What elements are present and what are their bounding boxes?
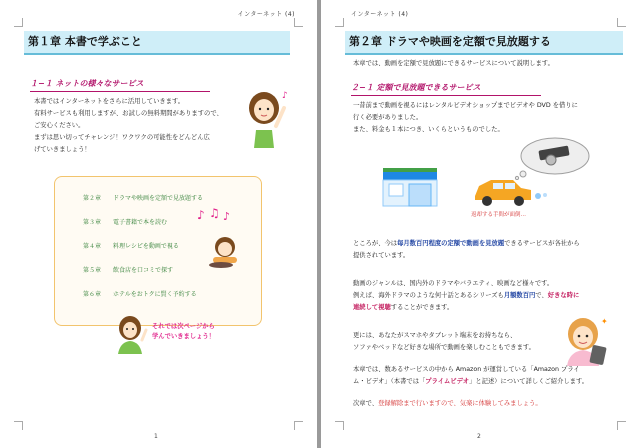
caption-line: 学んでいきましょう！ <box>152 333 215 340</box>
toc-item-ch4[interactable] <box>83 241 179 250</box>
highlight-prime-video: プライムビデオ <box>425 378 470 385</box>
paragraph-line: まずは思い切ってチャレンジ！ワクワクの可能性をどんどん広 <box>34 134 210 141</box>
svg-text:♪: ♪ <box>223 210 231 223</box>
music-notes-icon <box>197 205 237 223</box>
paragraph-rental <box>353 100 628 136</box>
woman-waving-illustration <box>112 314 148 354</box>
toc-label: ドラマや映画を定額で見放題する <box>113 195 204 202</box>
text-span: 例えば、海外ドラマのような何十話とあるシリーズも <box>353 292 504 299</box>
paragraph-line: 有料サービスも利用しますが、お試しの無料期間がありますので、 <box>34 110 223 117</box>
crop-mark <box>335 421 344 430</box>
highlight-binge: 連続して視聴 <box>353 304 391 311</box>
toc-number: 第４章 <box>83 243 102 250</box>
paragraph-line: げていきましょう！ <box>34 146 91 153</box>
text-span: 」と記述）について詳しくご紹介します。 <box>469 378 589 385</box>
toc-item-ch2[interactable] <box>83 193 203 202</box>
text-span: で、 <box>535 292 548 299</box>
right-page <box>321 0 640 448</box>
running-head: インターネット (4) <box>351 11 409 18</box>
paragraph-amazon <box>353 364 628 388</box>
text-span: できるサービスが各社から <box>504 240 580 247</box>
return-hassle-caption: 返却する手間が面倒… <box>471 212 527 218</box>
section-title: ２−１ 定額で見放題できるサービス <box>351 82 541 96</box>
paragraph-line: 本書ではインターネットをさらに活用していきます。 <box>34 98 185 105</box>
highlight-flat-rate: 毎月数百円程度の定額で動画を見放題 <box>397 240 505 247</box>
toc-number: 第６章 <box>83 291 102 298</box>
woman-tablet-illustration <box>559 314 611 366</box>
paragraph-line: ご安心ください。 <box>34 122 85 129</box>
rental-shop-illustration <box>381 168 439 208</box>
crop-mark <box>14 421 23 430</box>
paragraph-line: ソファやベッドなど好きな場所で動画を楽しむこともできます。 <box>353 344 535 351</box>
paragraph-devices <box>353 330 583 354</box>
dvd-thought-bubble <box>513 136 591 180</box>
chapter-title: 第２章 ドラマや映画を定額で見放題する <box>345 31 623 55</box>
left-page <box>0 0 317 448</box>
highlight-monthly: 月額数百円 <box>503 292 536 299</box>
page-number: 1 <box>154 433 158 440</box>
paragraph-line: 本章では、数あるサービスの中から Amazon が運営している「Amazon プライ <box>353 366 580 373</box>
svg-text:♫: ♫ <box>209 206 220 220</box>
paragraph-line: また、料金も１本につき、いくらというものでした。 <box>353 126 504 133</box>
running-head: インターネット (4) <box>237 11 295 18</box>
paragraph-next-chapter <box>353 398 628 410</box>
crop-mark <box>335 18 344 27</box>
crop-mark <box>294 18 303 27</box>
text-span: ム・ビデオ」（本書では「 <box>353 378 426 385</box>
chapter-title: 第１章 本書で学ぶこと <box>24 31 290 55</box>
svg-text:✦: ✦ <box>601 317 608 326</box>
toc-label: 料理レシピを動画で視る <box>113 243 179 250</box>
highlight-cancel: 登録解除まで行いますので、気楽に体験してみましょう。 <box>378 400 542 407</box>
crop-mark <box>294 421 303 430</box>
toc-label: ホテルをおトクに賢く予約する <box>113 291 197 298</box>
text-span: 次章で、 <box>353 400 379 407</box>
exhaust-icon <box>533 190 551 202</box>
toc-item-ch5[interactable] <box>83 265 173 274</box>
chapter-intro: 本章では、動画を定額で見放題にできるサービスについて説明します。 <box>353 60 554 67</box>
toc-label: 電子書籍で本を読む <box>113 219 168 226</box>
chapter-list-box <box>54 176 262 326</box>
intro-paragraph <box>34 96 244 156</box>
page-number: 2 <box>477 433 481 440</box>
woman-pointing-illustration <box>240 86 290 150</box>
toc-item-ch6[interactable] <box>83 289 197 298</box>
paragraph-line: 更には、あなたがスマホやタブレット端末をお持ちなら、 <box>353 332 517 339</box>
paragraph-subscription <box>353 238 628 262</box>
svg-text:♪: ♪ <box>282 91 288 101</box>
toc-number: 第２章 <box>83 195 102 202</box>
text-span: することができます。 <box>390 304 454 311</box>
crop-mark <box>617 421 626 430</box>
cooking-illustration <box>207 235 243 271</box>
caption-line: それでは次ページから <box>152 323 215 330</box>
crop-mark <box>617 18 626 27</box>
section-title: １−１ ネットの様々なサービス <box>30 78 210 92</box>
paragraph-line: 一昔前まで動画を視るにはレンタルビデオショップまでビデオや DVD を借りに <box>353 102 578 109</box>
paragraph-genres <box>353 278 628 314</box>
toc-number: 第５章 <box>83 267 102 274</box>
toc-number: 第３章 <box>83 219 102 226</box>
paragraph-line: 行く必要がありました。 <box>353 114 423 121</box>
next-page-caption <box>152 322 215 342</box>
text-span: ところが、今は <box>353 240 398 247</box>
paragraph-line: 提供されています。 <box>353 252 410 259</box>
paragraph-line: 動画のジャンルは、国内外のドラマやバラエティ、映画など様々です。 <box>353 280 554 287</box>
toc-item-ch3[interactable] <box>83 217 167 226</box>
svg-text:♪: ♪ <box>197 208 205 222</box>
highlight-anytime: 好きな時に <box>547 292 580 299</box>
toc-label: 飲食店を口コミで探す <box>113 267 174 274</box>
crop-mark <box>14 18 23 27</box>
